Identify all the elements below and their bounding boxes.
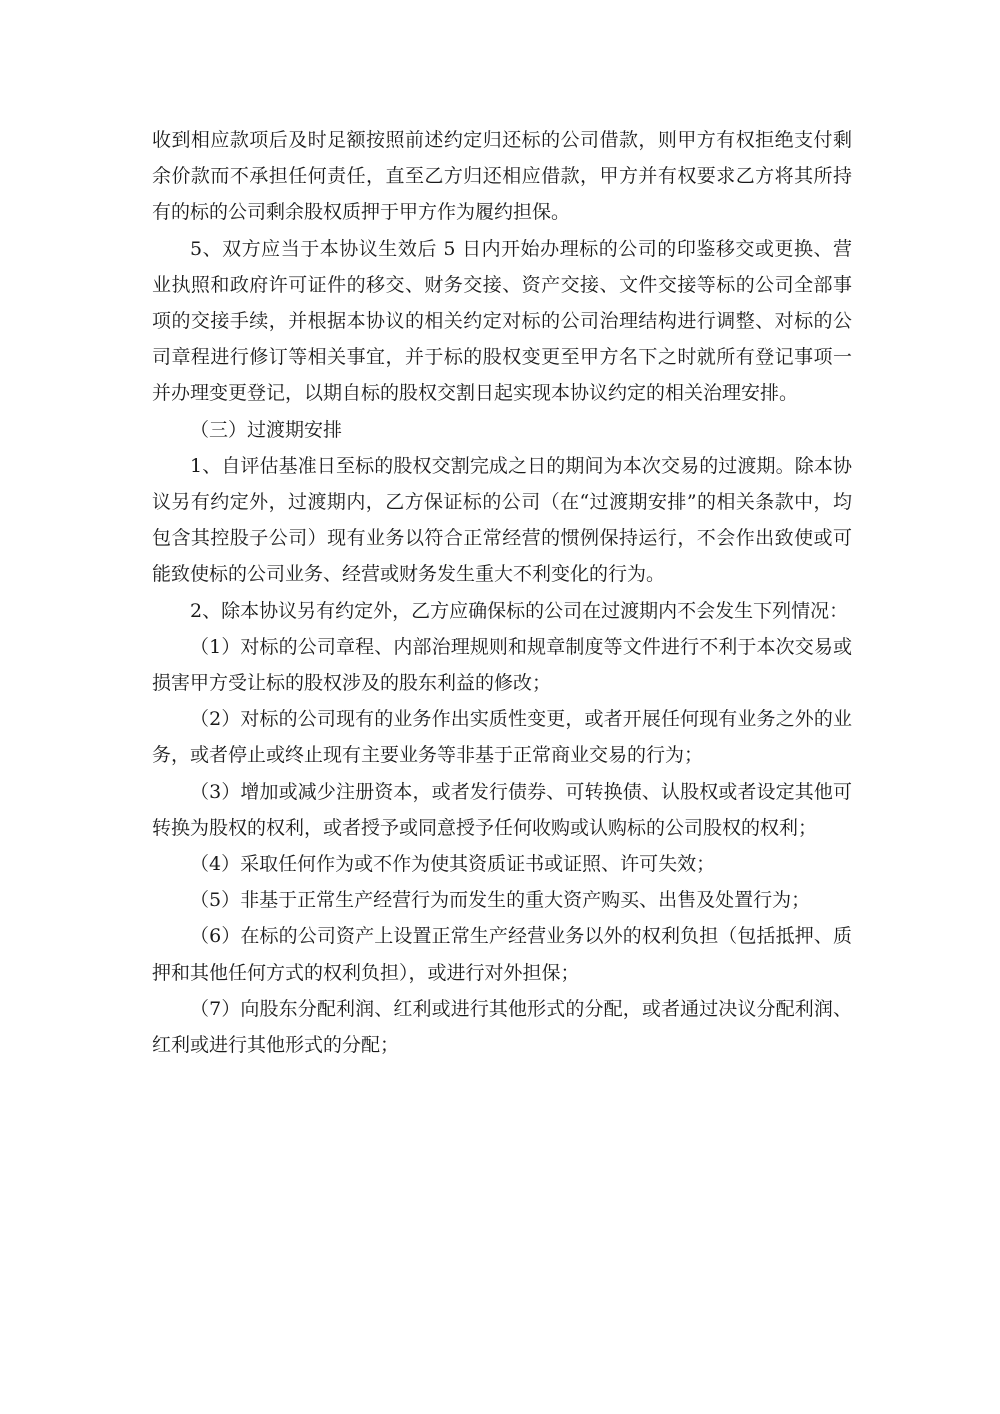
paragraph-item-5: 5、双方应当于本协议生效后 5 日内开始办理标的公司的印鉴移交或更换、营业执照和政府许可证件的移交、财务交接、资产交接、文件交接等标的公司全部事项的交接手续，并根据本协议的相关约定对标的公司治理结构进行调整、对标的公司章程进行修订等相关事宜，并于标的股权变更至甲方名下之时就所有登记事项一并办理变更登记，以期自标的股权交割日起实现本协议约定的相关治理安排。 (152, 237, 852, 405)
list-item-1: （1）对标的公司章程、内部治理规则和规章制度等文件进行不利于本次交易或损害甲方受让标的股权涉及的股东利益的修改； (152, 635, 852, 695)
paragraph-item-2: 2、除本协议另有约定外，乙方应确保标的公司在过渡期内不会发生下列情况： (190, 599, 849, 622)
list-item-2: （2）对标的公司现有的业务作出实质性变更，或者开展任何现有业务之外的业务，或者停止或终止现有主要业务等非基于正常商业交易的行为； (152, 708, 852, 767)
list-item-5: （5）非基于正常生产经营行为而发生的重大资产购买、出售及处置行为； (190, 889, 811, 912)
paragraph-item-1: 1、自评估基准日至标的股权交割完成之日的期间为本次交易的过渡期。除本协议另有约定外，过渡期内，乙方保证标的公司（在“过渡期安排”的相关条款中，均包含其控股子公司）现有业务以符合正常经营的惯例保持运行，不会作出致使或可能致使标的公司业务、经营或财务发生重大不利变化的行为。 (152, 454, 852, 586)
list-item-7: （7）向股东分配利润、红利或进行其他形式的分配，或者通过决议分配利润、红利或进行其他形式的分配； (152, 997, 852, 1057)
paragraph-continuation: 收到相应款项后及时足额按照前述约定归还标的公司借款，则甲方有权拒绝支付剩余价款而不承担任何责任，直至乙方归还相应借款，甲方并有权要求乙方将其所持有的标的公司剩余股权质押于甲方作为履约担保。 (152, 129, 852, 224)
list-item-4: （4）采取任何作为或不作为使其资质证书或证照、许可失效； (190, 853, 716, 876)
document-body (152, 122, 852, 1063)
list-item-3: （3）增加或减少注册资本，或者发行债券、可转换债、认股权或者设定其他可转换为股权的权利，或者授予或同意授予任何收购或认购标的公司股权的权利； (152, 780, 852, 839)
list-item-6: （6）在标的公司资产上设置正常生产经营业务以外的权利负担（包括抵押、质押和其他任何方式的权利负担），或进行对外担保； (152, 925, 852, 984)
section-heading-transition-period: （三）过渡期安排 (190, 418, 343, 441)
